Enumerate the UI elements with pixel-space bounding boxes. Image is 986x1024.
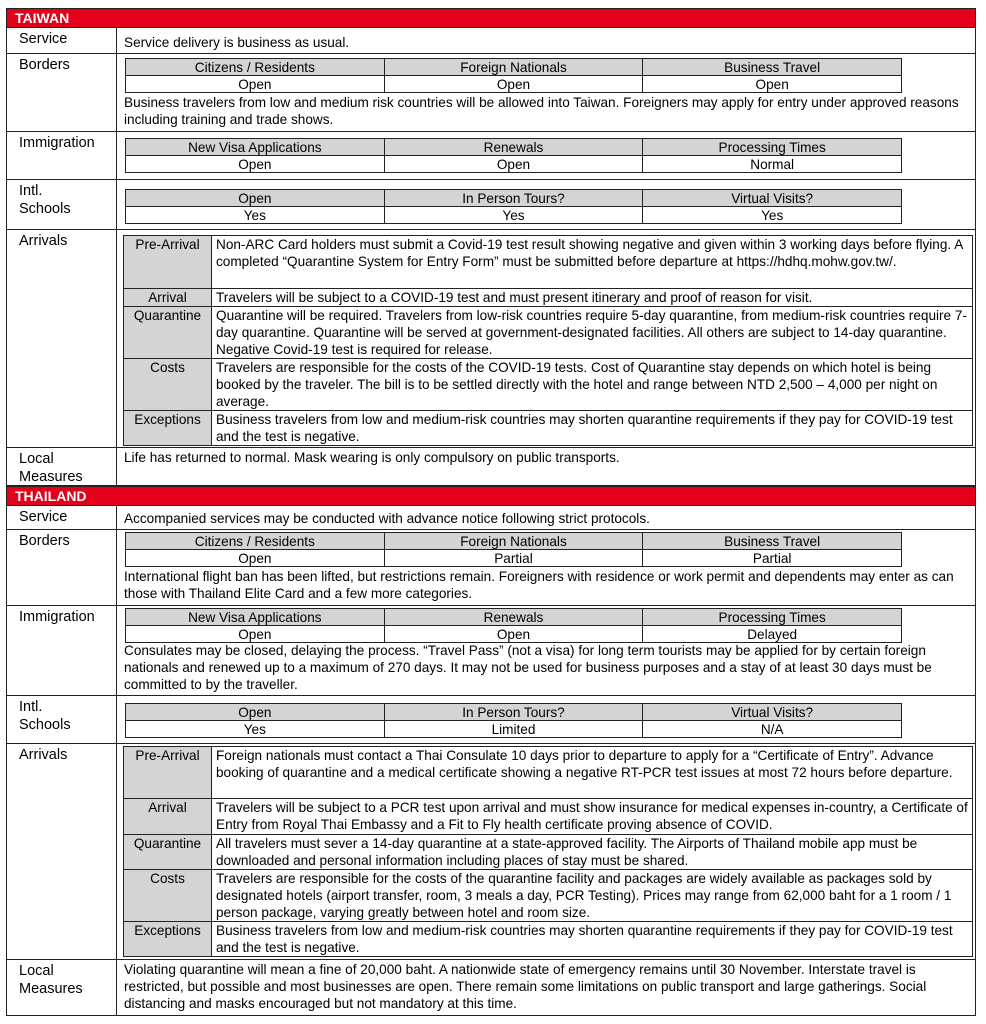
table-header: In Person Tours? xyxy=(384,704,643,721)
thailand-borders-note: International flight ban has been lifted, but restrictions remain. Foreigners with residence or work permit and dependents may enter as can those with Thailand Elite Card and a few more categories. xyxy=(124,569,954,601)
table-header: Processing Times xyxy=(643,609,902,626)
arrival-text: Travelers will be subject to a PCR test upon arrival and must show insurance for medical expenses in-country, a Certificate of Entry from Royal Thai Embassy and a Fit to Fly health certificate proving absence of COVID. xyxy=(212,799,973,835)
taiwan-service-row xyxy=(6,28,976,54)
table-cell: Partial xyxy=(384,550,643,567)
thailand-local-row xyxy=(6,960,976,1016)
thailand-immigration-note: Consulates may be closed, delaying the process. “Travel Pass” (not a visa) for long term tourists may be applied for by certain foreign nationals and renewed up to a maximum of 270 days. It may not be used for business purposes and a stay of at least 30 days must be committed to by the traveller. xyxy=(124,643,932,692)
arrival-text: Travelers are responsible for the costs of the quarantine facility and packages are widely available as packages sold by designated hotels (airport transfer, room, 3 meals a day, PCR Testing). Prices may range from 62,000 baht for a 1 room / 1 person package, varying greatly between hotel and room size. xyxy=(212,870,973,922)
taiwan-borders-row xyxy=(6,54,976,132)
table-header: Citizens / Residents xyxy=(126,533,385,550)
table-header: Foreign Nationals xyxy=(384,533,643,550)
table-cell: Open xyxy=(126,550,385,567)
thailand-schools-table xyxy=(125,703,902,738)
row-label xyxy=(7,448,117,485)
taiwan-local-row xyxy=(6,448,976,486)
table-cell: Open xyxy=(384,156,643,173)
row-label: Arrivals xyxy=(7,230,117,447)
table-cell: Open xyxy=(126,76,385,93)
arrival-text: Quarantine will be required. Travelers from low-risk countries require 5-day quarantine, from medium-risk countries require 7-day quarantine. Quarantine will be served at government-designated facilities. All others are subject to 14-day quarantine. Negative Covid-19 test is required for release. xyxy=(212,307,973,359)
row-label-line: Measures xyxy=(19,981,83,997)
table-header: Business Travel xyxy=(643,59,902,76)
table-header: Processing Times xyxy=(643,139,902,156)
arrival-key: Quarantine xyxy=(124,307,212,359)
table-cell: Open xyxy=(126,156,385,173)
thailand-borders-row xyxy=(6,530,976,606)
table-cell: Limited xyxy=(384,721,643,738)
row-label: Immigration xyxy=(7,606,117,695)
row-label: Borders xyxy=(7,54,117,131)
row-label: Immigration xyxy=(7,132,117,179)
thailand-arrivals-row xyxy=(6,744,976,960)
row-label-line: Local xyxy=(19,451,54,467)
row-label-line: Intl. xyxy=(19,699,43,715)
table-header: Renewals xyxy=(384,609,643,626)
table-header: Open xyxy=(126,704,385,721)
row-label-line: Measures xyxy=(19,469,83,485)
table-cell: Open xyxy=(643,76,902,93)
table-cell: Yes xyxy=(643,207,902,224)
row-label xyxy=(7,180,117,229)
table-cell: Delayed xyxy=(643,626,902,643)
taiwan-immigration-row xyxy=(6,132,976,180)
thailand-arrivals-table xyxy=(123,746,973,957)
table-header: In Person Tours? xyxy=(384,190,643,207)
taiwan-service-text: Service delivery is business as usual. xyxy=(124,35,350,50)
taiwan-borders-note: Business travelers from low and medium risk countries will be allowed into Taiwan. Foreigners may apply for entry under approved reasons including training and trade shows. xyxy=(124,95,959,127)
arrival-text: Business travelers from low and medium-risk countries may shorten quarantine requirements if they pay for COVID-19 test and the test is negative. xyxy=(212,411,973,446)
table-header: New Visa Applications xyxy=(126,609,385,626)
table-cell: Open xyxy=(384,626,643,643)
table-cell: N/A xyxy=(643,721,902,738)
row-label-line: Schools xyxy=(19,201,71,217)
row-label-line: Intl. xyxy=(19,183,43,199)
thailand-schools-row xyxy=(6,696,976,744)
arrival-key: Pre-Arrival xyxy=(124,747,212,799)
table-header: Virtual Visits? xyxy=(643,704,902,721)
arrival-key: Costs xyxy=(124,870,212,922)
arrival-key: Arrival xyxy=(124,289,212,307)
arrival-key: Exceptions xyxy=(124,922,212,957)
arrival-key: Quarantine xyxy=(124,835,212,870)
arrival-key: Exceptions xyxy=(124,411,212,446)
thailand-borders-table xyxy=(125,532,902,567)
arrival-text: Travelers are responsible for the costs of the COVID-19 tests. Cost of Quarantine stay depends on which hotel is being booked by the traveler. The bill is to be settled directly with the hotel and range between NTD 2,500 – 4,000 per night on average. xyxy=(212,359,973,411)
thailand-service-row xyxy=(6,506,976,530)
table-header: Business Travel xyxy=(643,533,902,550)
row-label-line: Schools xyxy=(19,717,71,733)
taiwan-schools-row xyxy=(6,180,976,230)
table-cell: Yes xyxy=(126,721,385,738)
taiwan-arrivals-row xyxy=(6,230,976,448)
table-cell: Yes xyxy=(126,207,385,224)
row-label: Borders xyxy=(7,530,117,605)
country-header-taiwan: TAIWAN xyxy=(6,8,976,28)
arrival-text: Business travelers from low and medium-risk countries may shorten quarantine requirements if they pay for COVID-19 test and the test is negative. xyxy=(212,922,973,957)
row-label: Service xyxy=(7,506,117,529)
arrival-text: Non-ARC Card holders must submit a Covid-19 test result showing negative and given within 3 working days before flying. A completed “Quarantine System for Entry Form” must be submitted before departure at https://hdhq.mohw.gov.tw/. xyxy=(212,236,973,289)
arrival-key: Pre-Arrival xyxy=(124,236,212,289)
table-header: Renewals xyxy=(384,139,643,156)
table-header: Citizens / Residents xyxy=(126,59,385,76)
taiwan-local-text: Life has returned to normal. Mask wearing is only compulsory on public transports. xyxy=(124,450,620,465)
taiwan-arrivals-table xyxy=(123,235,973,446)
table-cell: Partial xyxy=(643,550,902,567)
arrival-text: Foreign nationals must contact a Thai Consulate 10 days prior to departure to apply for a “Certificate of Entry”. Advance booking of quarantine and a medical certificate showing a negative RT-PCR test issues at most 72 hours before departure. xyxy=(212,747,973,799)
row-label xyxy=(7,960,117,1015)
table-cell: Yes xyxy=(384,207,643,224)
table-header: Open xyxy=(126,190,385,207)
taiwan-immigration-table xyxy=(125,138,902,173)
row-label: Arrivals xyxy=(7,744,117,959)
row-label-line: Local xyxy=(19,963,54,979)
taiwan-schools-table xyxy=(125,189,902,224)
thailand-immigration-table xyxy=(125,608,902,643)
table-cell: Open xyxy=(126,626,385,643)
row-label: Service xyxy=(7,28,117,53)
thailand-immigration-row xyxy=(6,606,976,696)
arrival-key: Costs xyxy=(124,359,212,411)
table-cell: Normal xyxy=(643,156,902,173)
arrival-text: All travelers must sever a 14-day quarantine at a state-approved facility. The Airports of Thailand mobile app must be downloaded and personal information including places of stay must be shared. xyxy=(212,835,973,870)
table-header: Foreign Nationals xyxy=(384,59,643,76)
table-cell: Open xyxy=(384,76,643,93)
row-label xyxy=(7,696,117,743)
arrival-text: Travelers will be subject to a COVID-19 test and must present itinerary and proof of reason for visit. xyxy=(212,289,973,307)
table-header: New Visa Applications xyxy=(126,139,385,156)
table-header: Virtual Visits? xyxy=(643,190,902,207)
thailand-local-text: Violating quarantine will mean a fine of 20,000 baht. A nationwide state of emergency remains until 30 November. Interstate travel is restricted, but possible and most businesses are open. There remain some limitations on public transport and large gatherings. Social distancing and masks encouraged but not mandatory at this time. xyxy=(124,962,927,1011)
arrival-key: Arrival xyxy=(124,799,212,835)
thailand-service-text: Accompanied services may be conducted with advance notice following strict protocols. xyxy=(124,511,650,526)
taiwan-borders-table xyxy=(125,58,902,93)
country-header-thailand: THAILAND xyxy=(6,486,976,506)
